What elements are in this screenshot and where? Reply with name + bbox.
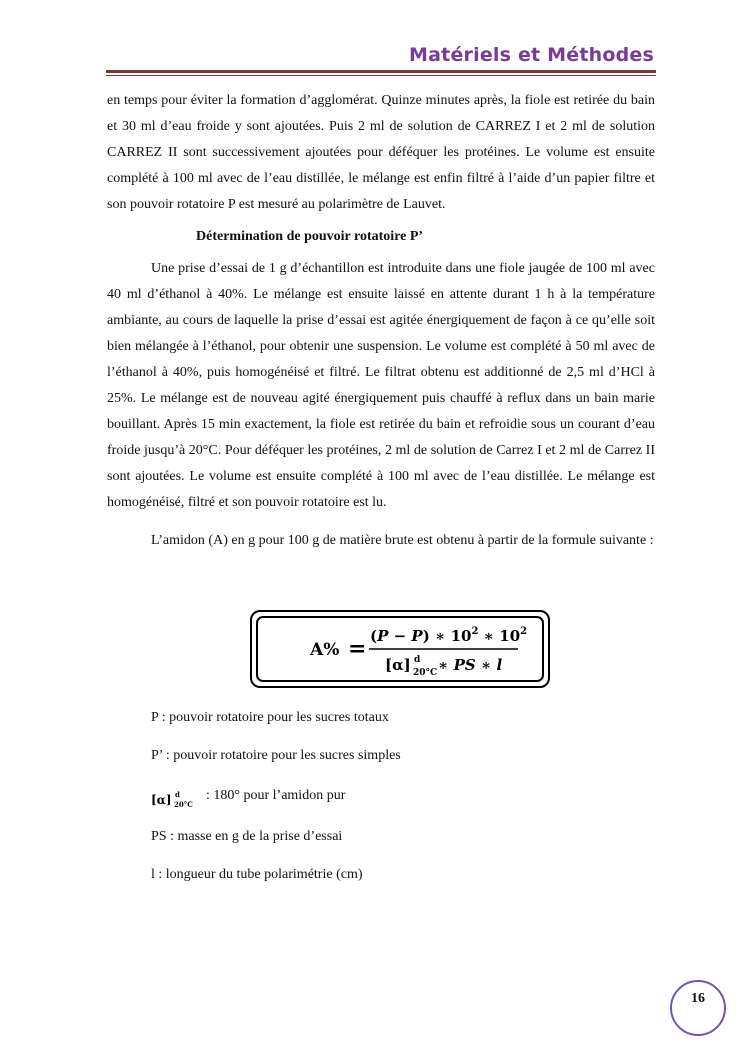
section-header-title: Matériels et Méthodes xyxy=(409,44,654,66)
formula-denominator: [α] xyxy=(385,656,411,674)
formula-box xyxy=(250,610,550,688)
formula-denominator-sub: 20°C xyxy=(413,668,438,678)
starch-formula xyxy=(252,612,552,690)
body-text xyxy=(107,88,655,554)
subheading: Détermination de pouvoir rotatoire P’ xyxy=(196,229,424,244)
formula-equals: = xyxy=(348,636,367,662)
paragraph-1: en temps pour éviter la formation d’agglomérat. Quinze minutes après, la fiole est retirée du bain et 30 ml d’eau froide y sont ajoutées. Puis 2 ml de solution de CARREZ I et 2 ml de solution CARREZ II sont successivement ajoutées pour déféquer les protéines. Le volume est ensuite complété à 100 ml avec de l’eau distillée, le mélange est enfin filtré à l’aide d’un papier filtre et son pouvoir rotatoire P est mesuré au polarimètre de Lauvet. xyxy=(107,93,655,212)
page-number: 16 xyxy=(691,991,705,1006)
page-number-circle xyxy=(670,980,726,1036)
legend-ps: PS : masse en g de la prise d’essai xyxy=(151,829,343,844)
paragraph-3: L’amidon (A) en g pour 100 g de matière brute est obtenu à partir de la formule suivante : xyxy=(151,533,654,548)
legend-p: P : pouvoir rotatoire pour les sucres totaux xyxy=(151,710,389,725)
paragraph-2: Une prise d’essai de 1 g d’échantillon est introduite dans une fiole jaugée de 100 ml avec 40 ml d’éthanol à 40%. Le mélange est ensuite laissé en attente durant 1 h à la température ambiante, au cours de laquelle la prise d’essai est agitée énergiquement de façon à ce qu’elle soit bien mélangée à l’éthanol, pour obtenir une suspension. Le volume est complété à 50 ml avec de l’éthanol à 40%, puis homogénéisé et filtré. Le filtrat obtenu est additionné de 2,5 ml d’HCl à 25%. Le mélange est de nouveau agité énergiquement puis chauffé à reflux dans un bain marie bouillant. Après 15 min exactement, la fiole est retirée du bain et refroidie sous un courant d’eau froide jusqu’à 20°C. Pour déféquer les protéines, 2 ml de solution de Carrez I et 2 ml de Carrez II sont ajoutées. Le volume est ensuite complété à 100 ml avec de l’eau distillée. Le mélange est homogénéisé, filtré et son pouvoir rotatoire est lu. xyxy=(107,261,655,510)
formula-denominator-rest: ∗ PS ∗ l xyxy=(438,656,503,674)
header-rule-thin xyxy=(106,75,656,76)
legend-pprime: P’ : pouvoir rotatoire pour les sucres simples xyxy=(151,748,401,763)
formula-lhs: A% xyxy=(310,640,340,660)
header-rule-thick xyxy=(106,70,656,73)
formula-denominator-sup: d xyxy=(414,655,421,665)
formula-numerator: (P − P) ∗ $10^2$ ∗ $10^2$ xyxy=(370,626,528,645)
legend-l: l : longueur du tube polarimétrie (cm) xyxy=(151,867,363,882)
alpha-symbol xyxy=(151,788,201,810)
alpha-sup: d xyxy=(175,790,180,799)
alpha-description: : 180° pour l’amidon pur xyxy=(206,788,346,803)
alpha-sub: 20°C xyxy=(174,800,193,809)
alpha-bracket: [α] xyxy=(151,793,172,807)
